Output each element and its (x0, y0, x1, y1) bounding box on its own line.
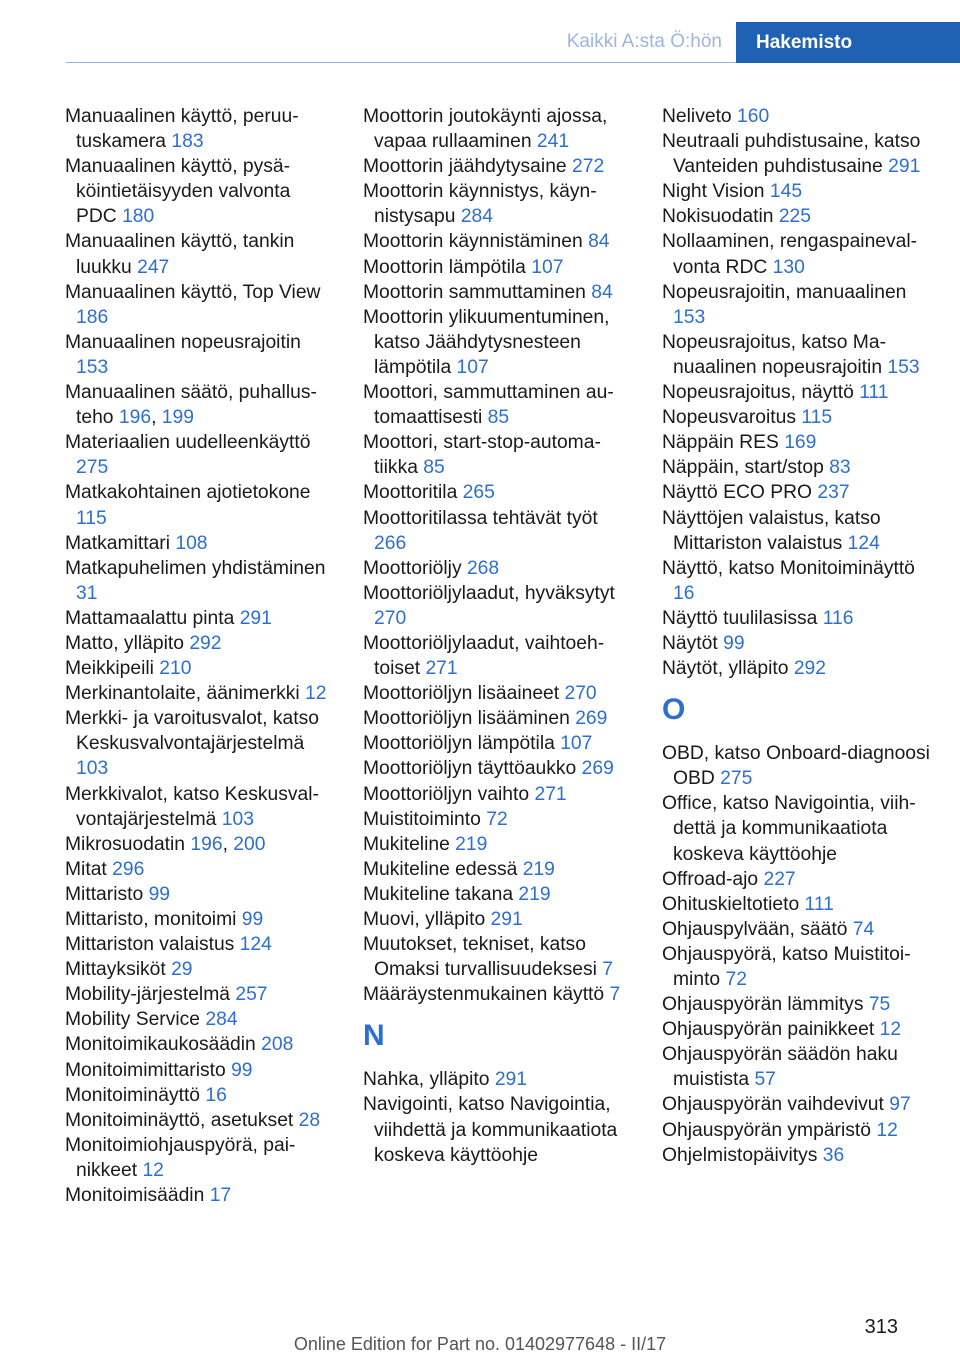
page-link[interactable]: 269 (575, 708, 608, 730)
index-entry-text: Moottoriöljylaadut, hyväksytyt (363, 582, 615, 604)
page-link[interactable]: 266 (374, 532, 407, 554)
index-entry (363, 932, 633, 982)
page-link[interactable]: 57 (754, 1069, 776, 1091)
index-entry (65, 706, 335, 781)
index-entry-text: Näytöt (662, 632, 724, 654)
index-tab[interactable]: Hakemisto (736, 22, 960, 63)
index-entry (363, 380, 633, 430)
index-entry: Manuaalinen säätö, puhallusteho 196, 199 (65, 382, 317, 429)
page-link[interactable]: 199 (161, 407, 194, 429)
index-entry-text: Nollaaminen, rengaspainevalvonta RDC (662, 231, 918, 278)
index-entry (65, 907, 335, 932)
index-entry-text: Näppäin, start/stop (662, 457, 830, 479)
index-letter-heading: O (662, 693, 686, 727)
page-link[interactable]: 225 (778, 206, 811, 228)
index-entry (662, 330, 932, 380)
page-link[interactable]: 200 (233, 833, 266, 855)
index-entry (65, 1032, 335, 1057)
page-link[interactable]: 99 (231, 1059, 253, 1081)
page-link[interactable]: 160 (737, 106, 770, 127)
index-entry (65, 280, 335, 330)
page-link[interactable]: 269 (581, 758, 614, 780)
index-entry-text: Näyttöjen valaistus, katso Mittariston valaistus (662, 507, 881, 554)
index-entry (662, 179, 932, 204)
index-entry-text: Manuaalinen käyttö, tankin luukku (65, 231, 295, 278)
index-entry-text: Moottorin joutokäynti ajossa, vapaa rullaaminen (363, 106, 608, 153)
page-link[interactable]: 186 (76, 306, 109, 328)
index-entry-text: Moottoriöljyn täyttöaukko (363, 758, 582, 780)
page-link[interactable]: 84 (591, 281, 613, 303)
index-entry (662, 741, 932, 791)
index-entry (363, 882, 633, 907)
index-entry-text: Näppäin RES (662, 432, 785, 454)
index-entry-text: Ohjauspyörän painikkeet (662, 1019, 880, 1041)
index-entry-text: Mukiteline (363, 833, 456, 855)
page-link[interactable]: 85 (423, 457, 445, 479)
page-link[interactable]: 31 (76, 582, 98, 604)
index-entry (65, 154, 335, 229)
index-entry (363, 832, 633, 857)
index-entry (662, 380, 932, 405)
index-entry-text: Moottoriöljyn lisäaineet (363, 683, 565, 705)
index-entry (662, 791, 932, 866)
page-link[interactable]: 219 (522, 858, 555, 880)
index-entry (662, 631, 932, 656)
page-link[interactable]: 12 (876, 1119, 898, 1141)
index-entry-text: Monitoimisäädin (65, 1185, 210, 1207)
page-link[interactable]: 85 (487, 407, 510, 429)
page-link[interactable]: 124 (239, 934, 272, 956)
index-entry (662, 867, 932, 892)
page-link[interactable]: 291 (888, 156, 921, 178)
page-link[interactable]: 12 (142, 1159, 164, 1181)
index-entry-text: Office, katso Navigointia, viihdettä ja kommunikaatiota koskeva käyttöohje (662, 793, 916, 865)
index-entry-text: Materiaalien uudelleenkäyttö (65, 432, 311, 454)
index-entry (363, 305, 633, 380)
page-link[interactable]: 153 (673, 306, 706, 328)
index-entry-text: Nopeusrajoitus, katso Manuaalinen nopeusrajoitin (662, 331, 888, 378)
index-entry (363, 430, 633, 480)
index-entry-text: Manuaalinen käyttö, Top View (65, 281, 321, 303)
index-entry-text: Ohjauspyörän säädön haku muistista (662, 1044, 898, 1091)
index-entry (65, 480, 335, 530)
page-link[interactable]: 97 (889, 1094, 911, 1116)
index-entry (65, 782, 335, 832)
index-entry-text: Näytöt, ylläpito (662, 658, 794, 680)
index-entry (65, 957, 335, 982)
index-entry-text: Moottorin käynnistys, käynnistysapu (363, 181, 597, 228)
page-link[interactable]: 28 (298, 1109, 321, 1131)
index-entry-text: Nopeusrajoitin, manuaalinen (662, 281, 907, 303)
index-entry (662, 455, 932, 480)
index-entry-text: Matto, ylläpito (65, 632, 190, 654)
page-link[interactable]: 265 (462, 482, 495, 504)
index-entry (662, 1118, 932, 1143)
index-entry-text: Moottoriöljy (363, 557, 467, 579)
page-link[interactable]: 237 (817, 482, 850, 504)
index-entry (662, 606, 932, 631)
index-entry-text: Moottorin lämpötila (363, 256, 532, 278)
page-link[interactable]: 210 (159, 658, 192, 680)
section-title: Kaikki A:sta Ö:hön (566, 31, 722, 52)
edition-footer: Online Edition for Part no. 01402977648 - II/17 (293, 1334, 667, 1354)
index-entry-text: Manuaalinen säätö, puhallusteho (65, 382, 317, 429)
index-entry-text: Nokisuodatin (662, 206, 779, 228)
index-entry (363, 1092, 633, 1167)
page-link[interactable]: 292 (793, 658, 826, 680)
index-entry-text: Matkapuhelimen yhdistäminen (65, 557, 326, 579)
index-entry (65, 982, 335, 1007)
page-link[interactable]: 271 (534, 783, 567, 805)
index-entry-text: Mittaristo (65, 883, 149, 905)
index-entry-text: Moottori, sammuttaminen automaattisesti (363, 382, 614, 429)
index-entry-text: Nopeusvaroitus (662, 407, 802, 429)
index-entry (363, 782, 633, 807)
index-entry-text: Manuaalinen nopeusrajoitin (65, 331, 301, 353)
index-letter-heading: N (363, 1019, 385, 1053)
index-entry-text: Moottoriöljylaadut, vaihtoehtoiset (363, 632, 605, 680)
index-entry (363, 581, 633, 631)
page-link[interactable]: 111 (804, 893, 834, 915)
index-entry (363, 756, 633, 781)
index-entry (65, 932, 335, 957)
page-link[interactable]: 107 (560, 733, 593, 755)
page-link[interactable]: 208 (261, 1034, 294, 1056)
page-link[interactable]: 196 (118, 407, 152, 429)
index-entry (65, 556, 335, 606)
index-entry-text: Moottori, start-stop-automatiikka (363, 432, 601, 479)
index-entry (662, 556, 932, 606)
page-link[interactable]: 296 (112, 858, 145, 880)
page-link[interactable]: 115 (76, 507, 107, 529)
index-entry (65, 1058, 335, 1083)
index-entry (65, 1108, 335, 1133)
page-link[interactable]: 183 (171, 131, 204, 153)
page-link[interactable]: 196 (190, 833, 223, 855)
page-link[interactable]: 291 (494, 1069, 527, 1091)
index-entry-text: Night Vision (662, 181, 770, 203)
index-entry (662, 204, 932, 229)
page-link[interactable]: 227 (763, 868, 796, 890)
index-entry (65, 1007, 335, 1032)
index-entry-text: Merkkivalot, katso Keskusvalvontajärjestelmä (65, 783, 319, 830)
page-link[interactable]: 99 (723, 632, 745, 654)
index-entry (363, 631, 633, 681)
page-link[interactable]: 271 (425, 658, 458, 680)
index-entry (662, 892, 932, 917)
index-column-1 (65, 104, 335, 1208)
index-entry (65, 631, 335, 656)
page-link[interactable]: 72 (725, 969, 747, 990)
index-entry (662, 104, 932, 129)
index-entry (363, 154, 633, 179)
index-column-2 (363, 104, 633, 1168)
page-link[interactable]: 291 (490, 909, 523, 930)
index-entry-text: Navigointi, katso Navigointia, viihdettä ja kommunikaatiota koskeva käyttöohje (363, 1094, 618, 1166)
index-entry-text: Näyttö tuulilasissa (662, 607, 823, 629)
index-entry-text: Ohituskieltotieto (662, 893, 805, 915)
index-entry-text: Offroad-ajo (662, 868, 764, 890)
index-entry-text: Nopeusrajoitus, näyttö (662, 382, 860, 404)
page-link[interactable]: 275 (720, 768, 753, 790)
index-entry-text: Monitoimikaukosäädin (65, 1034, 262, 1056)
page-link[interactable]: 29 (171, 959, 193, 981)
index-entry (65, 857, 335, 882)
index-entry-text: Ohjauspyörän ympäristö (662, 1119, 877, 1141)
index-entry (363, 907, 633, 932)
page-link[interactable]: 107 (531, 256, 564, 278)
index-entry (662, 129, 932, 179)
index-entry-text: Muutokset, tekniset, katso Omaksi turvallisuudeksesi (363, 934, 603, 981)
page-header (66, 22, 960, 63)
index-entry-text: OBD, katso Onboard-diagnoosi OBD (662, 743, 930, 790)
index-entry (662, 506, 932, 556)
page-link[interactable]: 180 (122, 206, 155, 228)
page-link[interactable]: 270 (374, 607, 407, 629)
index-entry-text: Ohjauspyörän lämmitys (662, 994, 869, 1016)
index-entry-text: Näyttö, katso Monitoiminäyttö (662, 557, 915, 579)
index-entry (363, 104, 633, 154)
index-entry (363, 1067, 633, 1092)
page-link[interactable]: 145 (769, 181, 803, 203)
index-entry-text: Moottorin ylikuumentuminen, katso Jäähdytysnesteen lämpötila (363, 306, 610, 378)
index-entry-text: Ohjauspyörä, katso Muistitoiminto (662, 943, 911, 990)
index-entry (363, 681, 633, 706)
index-entry: Mikrosuodatin 196, 200 (65, 833, 266, 855)
page-link[interactable]: 99 (241, 909, 264, 930)
page-link[interactable]: 108 (175, 532, 208, 554)
page-link[interactable]: 257 (235, 984, 268, 1006)
index-entry-text: Mobility-järjestelmä (65, 984, 236, 1006)
page-link[interactable]: 124 (847, 532, 880, 554)
page-link[interactable]: 103 (76, 758, 109, 780)
page-link[interactable]: 153 (76, 356, 109, 378)
index-entry-text: Moottoriöljyn lämpötila (363, 733, 561, 755)
page-link[interactable]: 219 (455, 833, 488, 855)
index-entry (65, 229, 335, 279)
index-entry-text: Mitat (65, 858, 113, 880)
index-entry (65, 430, 335, 480)
page-link[interactable]: 83 (829, 457, 851, 479)
index-entry-text: Merkinantolaite, äänimerkki (65, 683, 306, 705)
index-entry (65, 330, 335, 380)
index-entry-text: Ohjauspyörän vaihdevivut (662, 1094, 890, 1116)
index-entry (65, 681, 335, 706)
index-entry-text: Määräystenmukainen käyttö (363, 984, 610, 1006)
index-entry-text: Mittariston valaistus (65, 934, 240, 956)
page-link[interactable]: 75 (868, 994, 891, 1016)
index-entry (662, 405, 932, 430)
page-link[interactable]: 7 (602, 959, 613, 981)
page-link[interactable]: 17 (209, 1185, 232, 1207)
page-link[interactable]: 107 (456, 356, 489, 378)
index-entry-text: Matkamittari (65, 532, 176, 554)
index-entry-text: Manuaalinen käyttö, pysäköintietäisyyden valvonta PDC (65, 156, 291, 228)
page-link[interactable]: 7 (609, 984, 621, 1006)
index-entry (662, 1143, 932, 1168)
index-entry (662, 1042, 932, 1092)
index-entry-text: Matkakohtainen ajotietokone (65, 482, 311, 504)
page-link[interactable]: 12 (879, 1019, 902, 1041)
index-entry (65, 656, 335, 681)
index-entry-text: Mobility Service (65, 1009, 206, 1031)
index-entry-text: Ohjelmistopäivitys (662, 1144, 823, 1166)
index-entry-text: Moottoritilassa tehtävät työt (363, 507, 598, 529)
index-entry-text: Ohjauspylvään, säätö (662, 918, 853, 940)
index-entry (363, 857, 633, 882)
page-link[interactable]: 270 (564, 683, 597, 705)
page-link[interactable]: 12 (305, 683, 327, 705)
index-entry (662, 917, 932, 942)
page-link[interactable]: 292 (189, 632, 222, 654)
index-entry (65, 531, 335, 556)
index-entry-text: Manuaalinen käyttö, peruutuskamera (65, 106, 299, 153)
page-link[interactable]: 115 (801, 407, 833, 429)
index-entry-text: Monitoimimittaristo (65, 1059, 232, 1081)
index-entry-text: Muistitoiminto (363, 808, 487, 830)
index-entry (65, 1183, 335, 1208)
page-number: 313 (864, 1316, 898, 1338)
index-entry (662, 430, 932, 455)
index-entry (662, 1017, 932, 1042)
page-link[interactable]: 84 (588, 231, 610, 253)
index-entry (363, 982, 633, 1007)
page-link[interactable]: 72 (486, 808, 508, 830)
index-entry-text: Mukiteline edessä (363, 858, 523, 880)
index-entry (363, 480, 633, 505)
index-entry (662, 480, 932, 505)
index-entry (662, 942, 932, 992)
index-entry (363, 179, 633, 229)
index-entry-text: Mikrosuodatin (65, 833, 191, 855)
index-entry-text: Mukiteline takana (363, 883, 519, 905)
page-link[interactable]: 284 (460, 206, 493, 228)
page-link[interactable]: 16 (673, 582, 695, 604)
page-link[interactable]: 36 (822, 1144, 845, 1166)
index-entry (363, 731, 633, 756)
index-entry-text: Neutraali puhdistusaine, katso Vanteiden puhdistusaine (662, 131, 921, 178)
index-entry-text: Moottoriöljyn vaihto (363, 783, 535, 805)
index-entry (65, 1133, 335, 1183)
index-entry (363, 506, 633, 556)
page-link[interactable]: 284 (205, 1009, 238, 1031)
index-entry (363, 807, 633, 832)
index-entry-text: Moottorin jäähdytysaine (363, 156, 572, 178)
page-link[interactable]: 153 (887, 356, 920, 378)
page-link[interactable]: 116 (822, 607, 854, 629)
page-link[interactable]: 99 (148, 883, 171, 905)
index-entry (662, 229, 932, 279)
index-entry-text: Mattamaalattu pinta (65, 607, 240, 629)
page-link[interactable]: 130 (772, 256, 805, 278)
index-entry (65, 882, 335, 907)
index-entry-text: Moottorin käynnistäminen (363, 231, 589, 253)
page-link[interactable]: 272 (572, 156, 605, 178)
page-link[interactable]: 219 (518, 883, 551, 905)
index-entry (363, 556, 633, 581)
index-entry (65, 606, 335, 631)
index-entry-text: Monitoimiohjauspyörä, painikkeet (65, 1134, 296, 1181)
index-entry (662, 656, 932, 681)
index-entry (363, 706, 633, 731)
page-link[interactable]: 268 (466, 557, 500, 579)
index-entry-text: Merkki- ja varoitusvalot, katso Keskusvalvontajärjestelmä (65, 708, 319, 755)
index-entry-text: Moottoritila (363, 482, 463, 504)
page-link[interactable]: 103 (221, 808, 254, 830)
index-entry (363, 255, 633, 280)
index-entry (662, 1092, 932, 1117)
page-link[interactable]: 291 (239, 607, 272, 629)
page-link[interactable]: 275 (76, 457, 109, 479)
index-entry-text: Nahka, ylläpito (363, 1069, 495, 1091)
index-entry (65, 1083, 335, 1108)
index-column-3 (662, 104, 932, 1168)
index-entry-text: Monitoiminäyttö, asetukset (65, 1109, 299, 1131)
index-entry (65, 104, 335, 154)
page-link[interactable]: 169 (784, 432, 817, 454)
index-entry (662, 992, 932, 1017)
index-entry-text: Monitoiminäyttö (65, 1084, 206, 1106)
page-link[interactable]: 111 (859, 382, 889, 404)
index-entry-text: Neliveto (662, 106, 738, 127)
page-link[interactable]: 74 (852, 918, 875, 940)
index-entry-text: Mittaristo, monitoimi (65, 909, 242, 930)
page-link[interactable]: 241 (536, 131, 570, 153)
index-entry-text: Moottorin sammuttaminen (363, 281, 592, 303)
index-entry-text: Meikkipeili (65, 658, 160, 680)
page-link[interactable]: 247 (137, 256, 170, 278)
index-entry-text: Muovi, ylläpito (363, 909, 491, 930)
index-entry (363, 229, 633, 254)
index-entry-text: Näyttö ECO PRO (662, 482, 818, 504)
index-entry (662, 280, 932, 330)
index-entry-text: Moottoriöljyn lisääminen (363, 708, 576, 730)
index-entry (363, 280, 633, 305)
page-link[interactable]: 16 (205, 1084, 227, 1106)
index-entry-text: Mittayksiköt (65, 959, 172, 981)
